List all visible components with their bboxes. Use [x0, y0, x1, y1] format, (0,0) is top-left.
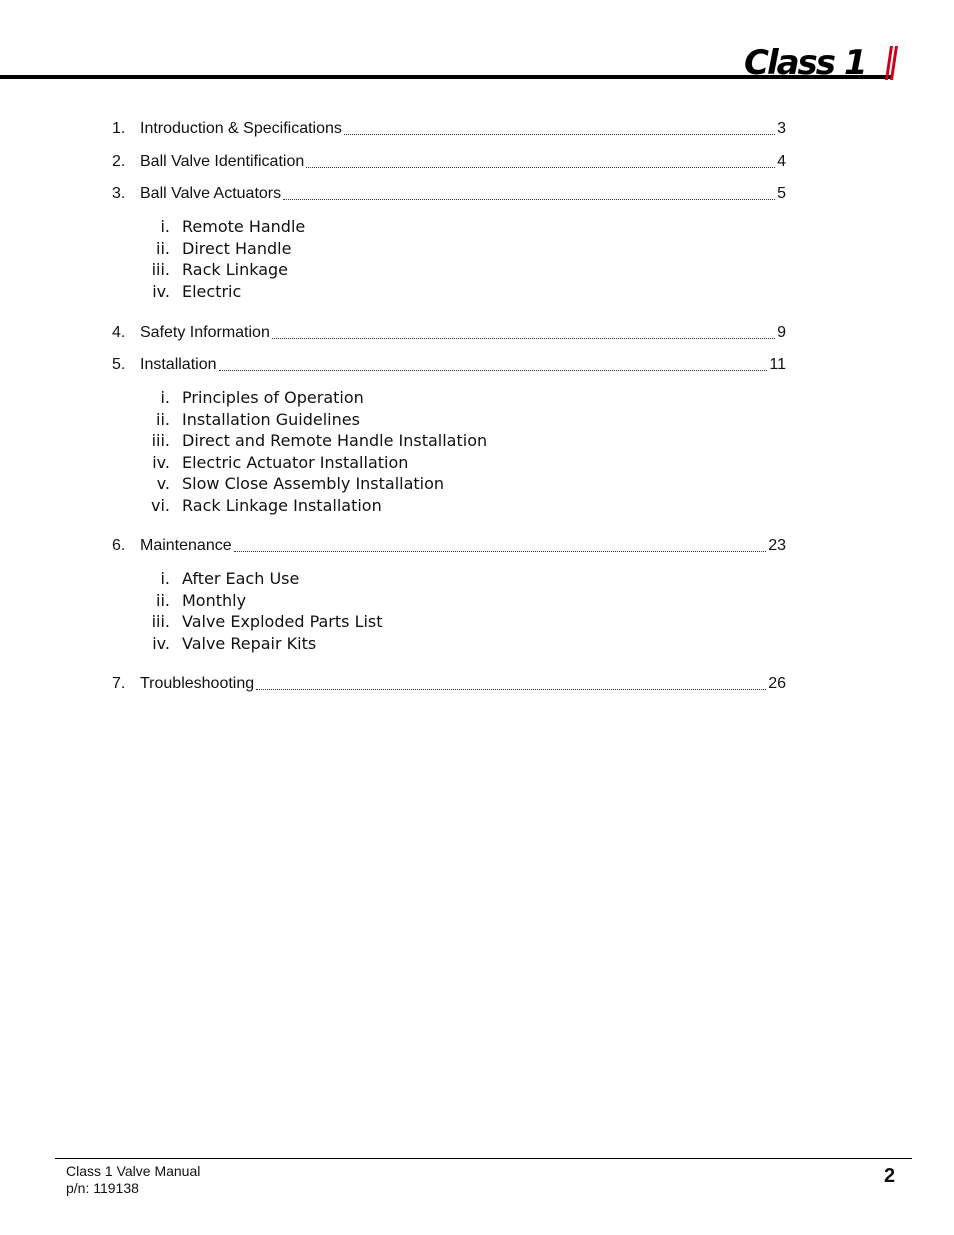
toc-entry-page: 11: [769, 356, 786, 373]
toc-subitem[interactable]: [120, 590, 246, 612]
toc-subitem-numeral: iii.: [151, 612, 170, 632]
toc-subitem-label: Remote Handle: [182, 217, 306, 236]
page-number: 2: [884, 1165, 896, 1187]
toc-entry[interactable]: [112, 535, 786, 557]
toc-subitem-label: Valve Exploded Parts List: [182, 612, 383, 632]
toc-entry-title: Troubleshooting: [140, 675, 255, 692]
toc-subitem-numeral: i.: [160, 388, 170, 407]
toc-subitem[interactable]: [120, 387, 364, 409]
toc-subitem-numeral: ii.: [156, 238, 170, 258]
toc-entry[interactable]: [112, 118, 786, 140]
toc-entry-title: Installation: [140, 356, 217, 373]
toc-subitem-numeral: v.: [156, 474, 170, 494]
logo-text: Class 1: [744, 43, 866, 83]
toc-subitem-numeral: iv.: [152, 452, 170, 472]
toc-subitem[interactable]: [120, 259, 288, 281]
toc-entry[interactable]: [112, 354, 786, 376]
toc-subitem-numeral: i.: [160, 217, 170, 236]
toc-subitem-numeral: iii.: [151, 260, 170, 280]
toc-subitem-label: Installation Guidelines: [182, 409, 360, 429]
toc-dot-leader: [234, 551, 767, 552]
toc-entry[interactable]: [112, 322, 786, 344]
toc-entry-title: Maintenance: [140, 537, 232, 554]
toc-subitem[interactable]: [120, 568, 299, 590]
toc-dot-leader: [272, 338, 775, 339]
toc-subitem[interactable]: [120, 281, 241, 303]
toc-entry-page: 23: [768, 537, 786, 554]
toc-entry-number: 3.: [112, 185, 126, 202]
toc-dot-leader: [219, 370, 768, 371]
toc-subitem-numeral: vi.: [151, 496, 170, 515]
footer-info: [66, 1163, 200, 1197]
toc-subitem-label: Slow Close Assembly Installation: [182, 474, 445, 494]
toc-entry-page: 3: [777, 120, 786, 137]
toc-subitem-label: Rack Linkage Installation: [182, 496, 382, 515]
toc-subitem[interactable]: [120, 216, 305, 238]
toc-dot-leader: [344, 134, 775, 135]
toc-entry-number: 5.: [112, 356, 126, 373]
toc-entry[interactable]: [112, 151, 786, 173]
logo-stripes-icon: [884, 46, 900, 80]
footer-rule: [55, 1158, 912, 1159]
toc-subitem-numeral: iii.: [151, 431, 170, 451]
toc-subitem-label: Rack Linkage: [182, 260, 289, 280]
toc-entry-number: 2.: [112, 153, 126, 170]
toc-subitem-label: Direct and Remote Handle Installation: [182, 431, 488, 451]
part-number: p/n: 119138: [66, 1180, 139, 1196]
toc-entry-title: Introduction & Specifications: [140, 120, 342, 137]
toc-subitem-label: Direct Handle: [182, 238, 292, 258]
toc-subitem[interactable]: [120, 495, 382, 517]
toc-subitem[interactable]: [120, 611, 383, 633]
toc-entry[interactable]: [112, 673, 786, 695]
toc-subitem-label: Electric: [182, 281, 242, 301]
toc-subitem[interactable]: [120, 238, 291, 260]
toc-subitem[interactable]: [120, 473, 444, 495]
toc-entry-title: Safety Information: [140, 324, 270, 341]
toc-entry-number: 1.: [112, 120, 126, 137]
toc-entry[interactable]: [112, 183, 786, 205]
toc-subitem[interactable]: [120, 409, 360, 431]
toc-subitem[interactable]: [120, 430, 487, 452]
toc-entry-page: 4: [777, 153, 786, 170]
toc-entry-page: 9: [777, 324, 786, 341]
toc-entry-number: 7.: [112, 675, 126, 692]
toc-subitem[interactable]: [120, 452, 408, 474]
toc-entry-title: Ball Valve Identification: [140, 153, 305, 170]
toc-dot-leader: [306, 167, 775, 168]
toc-dot-leader: [256, 689, 766, 690]
toc-subitem-numeral: iv.: [152, 633, 170, 653]
toc-entry-number: 4.: [112, 324, 126, 341]
manual-name: Class 1 Valve Manual: [66, 1163, 201, 1179]
toc-subitem-label: Principles of Operation: [182, 388, 364, 407]
toc-subitem-label: Electric Actuator Installation: [182, 452, 409, 472]
toc-entry-page: 26: [768, 675, 786, 692]
class1-logo: [744, 44, 904, 82]
toc-subitem-numeral: i.: [160, 569, 170, 588]
toc-subitem[interactable]: [120, 633, 316, 655]
toc-entry-number: 6.: [112, 537, 126, 554]
toc-subitem-numeral: ii.: [156, 409, 170, 429]
toc-entry-page: 5: [777, 185, 786, 202]
toc-entry-title: Ball Valve Actuators: [140, 185, 282, 202]
toc-subitem-label: Monthly: [182, 590, 247, 610]
toc-subitem-numeral: iv.: [152, 281, 170, 301]
toc-subitem-label: Valve Repair Kits: [182, 633, 317, 653]
toc-subitem-label: After Each Use: [182, 569, 300, 588]
toc-dot-leader: [283, 199, 775, 200]
toc-subitem-numeral: ii.: [156, 590, 170, 610]
